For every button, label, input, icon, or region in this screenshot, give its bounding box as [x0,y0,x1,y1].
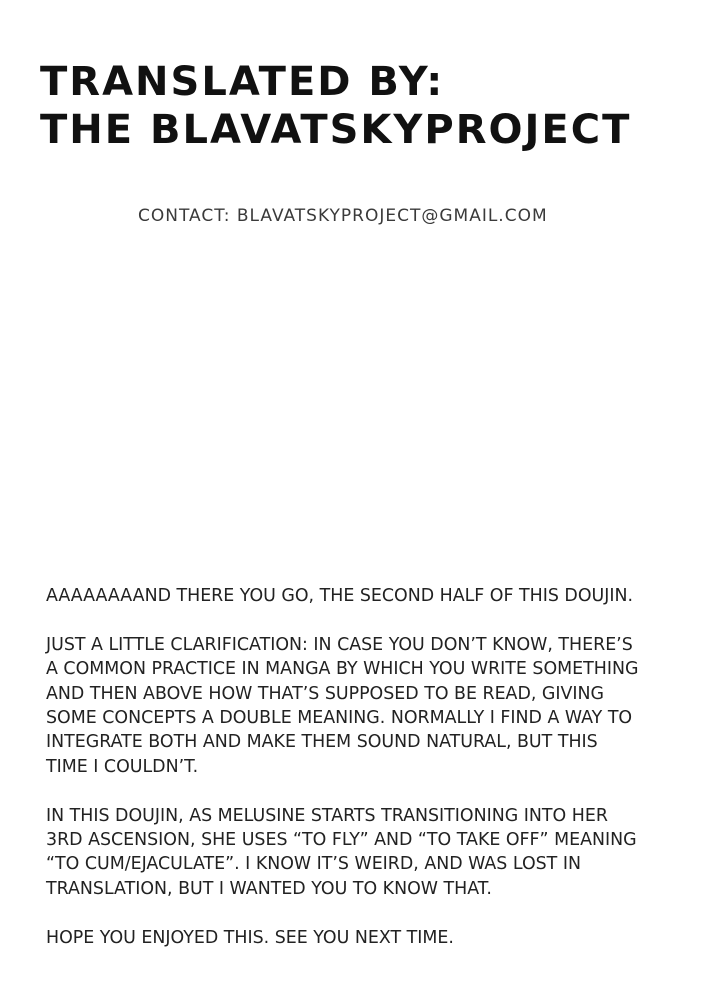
note-line: SOME CONCEPTS A DOUBLE MEANING. NORMALLY I FIND A WAY TO [46,708,633,729]
note-line: TRANSLATION, BUT I WANTED YOU TO KNOW THAT. [46,878,492,899]
contact-email: CONTACT: BLAVATSKYPROJECT@GMAIL.COM [138,206,548,226]
note-line: TIME I COULDN’T. [46,756,199,777]
note-line: JUST A LITTLE CLARIFICATION: IN CASE YOU DON’T KNOW, THERE’S [46,634,633,655]
paragraph-gap [46,901,686,925]
title-line-group-name: THE BLAVATSKYPROJECT [40,107,632,153]
note-line: HOPE YOU ENJOYED THIS. SEE YOU NEXT TIME. [46,927,454,948]
note-line: IN THIS DOUJIN, AS MELUSINE STARTS TRANSITIONING INTO HER [46,805,608,826]
note-line: A COMMON PRACTICE IN MANGA BY WHICH YOU WRITE SOMETHING [46,659,639,680]
note-line: “TO CUM/EJACULATE”. I KNOW IT’S WEIRD, AND WAS LOST IN [46,854,581,875]
note-line: 3RD ASCENSION, SHE USES “TO FLY” AND “TO TAKE OFF” MEANING [46,830,637,851]
title-line-translated-by: TRANSLATED BY: [40,59,445,105]
translator-notes [46,584,686,950]
note-line: AND THEN ABOVE HOW THAT’S SUPPOSED TO BE READ, GIVING [46,683,605,704]
page-title [40,58,690,154]
note-line: AAAAAAAAND THERE YOU GO, THE SECOND HALF OF THIS DOUJIN. [46,586,634,606]
paragraph-gap [46,608,686,632]
paragraph-gap [46,779,686,803]
note-line: INTEGRATE BOTH AND MAKE THEM SOUND NATURAL, BUT THIS [46,732,598,753]
